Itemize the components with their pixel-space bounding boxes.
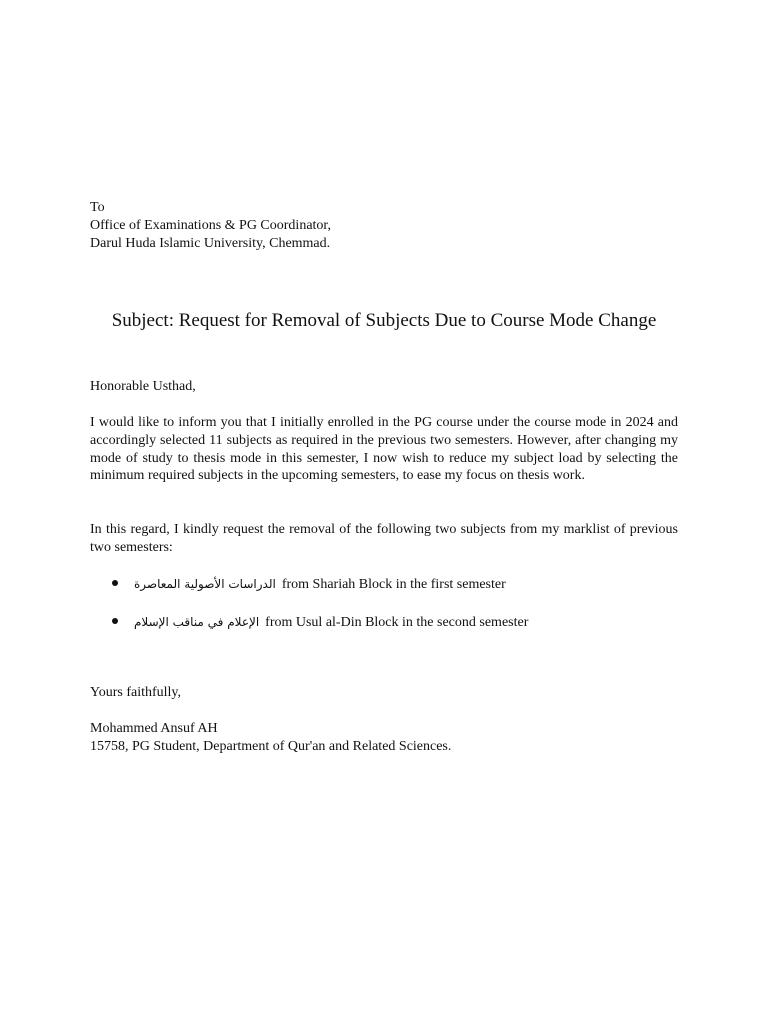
bullet-icon — [112, 618, 118, 624]
bullet-icon — [112, 580, 118, 586]
body-paragraph-2: In this regard, I kindly request the removal of the following two subjects from my marklist of previous two semesters: — [90, 522, 678, 555]
subject-detail: from Usul al-Din Block in the second semester — [265, 615, 529, 630]
subject-line: Subject: Request for Removal of Subjects Due to Course Mode Change — [111, 310, 657, 331]
list-item — [112, 575, 506, 594]
address-institution: Darul Huda Islamic University, Chemmad. — [90, 236, 331, 251]
address-to: To — [90, 200, 105, 215]
signature-name: Mohammed Ansuf AH — [90, 721, 218, 736]
list-item — [112, 613, 528, 632]
closing: Yours faithfully, — [90, 685, 182, 700]
signature-details: 15758, PG Student, Department of Qur'an and Related Sciences. — [90, 739, 452, 754]
salutation: Honorable Usthad, — [90, 379, 196, 394]
subject-arabic-title: الإعلام في مناقب الإسلام — [134, 615, 260, 629]
address-office: Office of Examinations & PG Coordinator, — [90, 218, 332, 233]
body-paragraph-1: I would like to inform you that I initially enrolled in the PG course under the course mode in 2024 and accordingly selected 11 subjects as required in the previous two semesters. However, after changing my mode of study to thesis mode in this semester, I now wish to reduce my subject load by selecting the minimum required subjects in the upcoming semesters, to ease my focus on thesis work. — [90, 415, 678, 484]
subject-detail: from Shariah Block in the first semester — [281, 577, 506, 592]
subject-arabic-title: الدراسات الأصولية المعاصرة — [134, 577, 276, 591]
